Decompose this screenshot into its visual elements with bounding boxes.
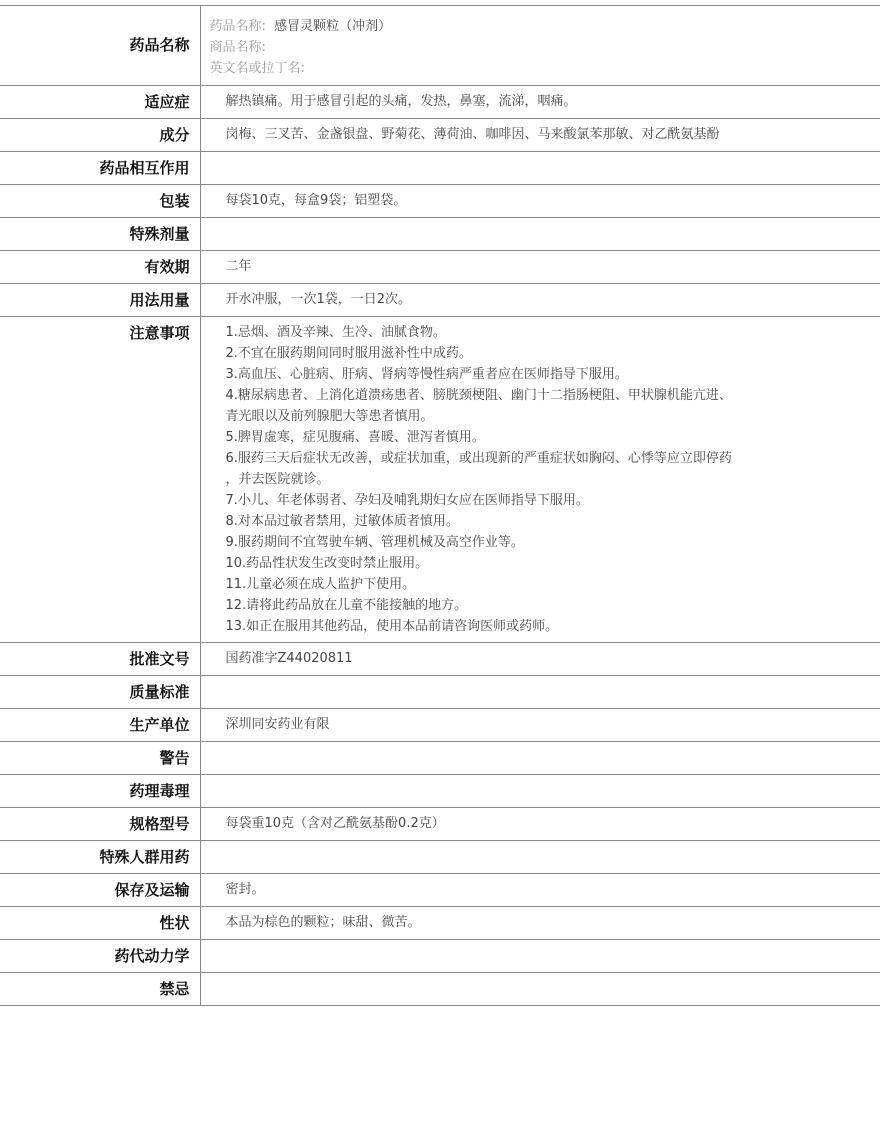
- precaution-line: 6.服药三天后症状无改善，或症状加重，或出现新的严重症状如胸闷、心悸等应立即停药: [225, 451, 732, 466]
- special-dosage-value: [200, 218, 880, 251]
- precaution-line: 4.糖尿病患者、上消化道溃疡患者、膀胱颈梗阻、幽门十二指肠梗阻、甲状腺机能亢进、: [225, 388, 732, 403]
- pharmacokinetics-value: [200, 940, 880, 973]
- row-ingredients: [0, 119, 880, 152]
- special-population-value: [200, 841, 880, 874]
- drug-name-value: [200, 6, 880, 86]
- precautions-value: [200, 317, 880, 643]
- precaution-line: 3.高血压、心脏病、肝病、肾病等慢性病严重者应在医师指导下服用。: [225, 367, 628, 382]
- usage-label: 用法用量: [0, 284, 200, 317]
- pharmacokinetics-label: 药代动力学: [0, 940, 200, 973]
- toxicology-label: 药理毒理: [0, 775, 200, 808]
- shelf-life-label: 有效期: [0, 251, 200, 284]
- contraindications-label: 禁忌: [0, 973, 200, 1006]
- trade-name-key: 商品名称:: [209, 40, 266, 55]
- ingredients-value: 岗梅、三叉苦、金盏银盘、野菊花、薄荷油、咖啡因、马来酸氯苯那敏、对乙酰氨基酚: [200, 119, 880, 152]
- package-value: 每袋10克，每盒9袋；铝塑袋。: [200, 185, 880, 218]
- row-precautions: [0, 317, 880, 643]
- indication-label: 适应症: [0, 86, 200, 119]
- generic-name-key: 药品名称:: [209, 19, 266, 34]
- english-name-key: 英文名或拉丁名:: [209, 61, 305, 76]
- row-toxicology: [0, 775, 880, 808]
- quality-standard-value: [200, 676, 880, 709]
- precaution-line: 5.脾胃虚寒，症见腹痛、喜暖、泄泻者慎用。: [225, 430, 485, 445]
- specification-label: 规格型号: [0, 808, 200, 841]
- row-special-dosage: [0, 218, 880, 251]
- row-interactions: [0, 152, 880, 185]
- precaution-line: ，并去医院就诊。: [225, 472, 330, 487]
- row-special-population: [0, 841, 880, 874]
- storage-label: 保存及运输: [0, 874, 200, 907]
- manufacturer-label: 生产单位: [0, 709, 200, 742]
- row-warning: [0, 742, 880, 775]
- row-quality-standard: [0, 676, 880, 709]
- row-pharmacokinetics: [0, 940, 880, 973]
- appearance-label: 性状: [0, 907, 200, 940]
- row-storage: [0, 874, 880, 907]
- approval-value: 国药准字Z44020811: [200, 643, 880, 676]
- precaution-line: 12.请将此药品放在儿童不能接触的地方。: [225, 598, 468, 613]
- specification-value: 每袋重10克（含对乙酰氨基酚0.2克）: [200, 808, 880, 841]
- precaution-line: 10.药品性状发生改变时禁止服用。: [225, 556, 429, 571]
- interactions-value: [200, 152, 880, 185]
- row-drug-name: [0, 6, 880, 86]
- appearance-value: 本品为棕色的颗粒；味甜、微苦。: [200, 907, 880, 940]
- precaution-line: 9.服药期间不宜驾驶车辆、管理机械及高空作业等。: [225, 535, 524, 550]
- ingredients-label: 成分: [0, 119, 200, 152]
- precaution-line: 2.不宜在服药期间同时服用滋补性中成药。: [225, 346, 472, 361]
- contraindications-value: [200, 973, 880, 1006]
- manufacturer-value: 深圳同安药业有限: [200, 709, 880, 742]
- precaution-line: 7.小儿、年老体弱者、孕妇及哺乳期妇女应在医师指导下服用。: [225, 493, 589, 508]
- precaution-line: 1.忌烟、酒及辛辣、生冷、油腻食物。: [225, 325, 446, 340]
- special-dosage-label: 特殊剂量: [0, 218, 200, 251]
- drug-info-table: [0, 5, 880, 1006]
- approval-label: 批准文号: [0, 643, 200, 676]
- usage-value: 开水冲服，一次1袋，一日2次。: [200, 284, 880, 317]
- shelf-life-value: 二年: [200, 251, 880, 284]
- package-label: 包装: [0, 185, 200, 218]
- special-population-label: 特殊人群用药: [0, 841, 200, 874]
- precaution-line: 13.如正在服用其他药品，使用本品前请咨询医师或药师。: [225, 619, 559, 634]
- precaution-line: 8.对本品过敏者禁用，过敏体质者慎用。: [225, 514, 459, 529]
- precautions-label: 注意事项: [0, 317, 200, 643]
- generic-name-value: 感冒灵颗粒（冲剂）: [274, 19, 392, 34]
- row-usage: [0, 284, 880, 317]
- indication-value: 解热镇痛。用于感冒引起的头痛，发热，鼻塞，流涕，咽痛。: [200, 86, 880, 119]
- row-contraindications: [0, 973, 880, 1006]
- row-shelf-life: [0, 251, 880, 284]
- row-package: [0, 185, 880, 218]
- row-approval: [0, 643, 880, 676]
- row-appearance: [0, 907, 880, 940]
- row-indication: [0, 86, 880, 119]
- warning-label: 警告: [0, 742, 200, 775]
- interactions-label: 药品相互作用: [0, 152, 200, 185]
- quality-standard-label: 质量标准: [0, 676, 200, 709]
- row-manufacturer: [0, 709, 880, 742]
- warning-value: [200, 742, 880, 775]
- toxicology-value: [200, 775, 880, 808]
- precaution-line: 青光眼以及前列腺肥大等患者慎用。: [225, 409, 434, 424]
- drug-name-label: 药品名称: [0, 6, 200, 86]
- row-specification: [0, 808, 880, 841]
- precaution-line: 11.儿童必须在成人监护下使用。: [225, 577, 416, 592]
- storage-value: 密封。: [200, 874, 880, 907]
